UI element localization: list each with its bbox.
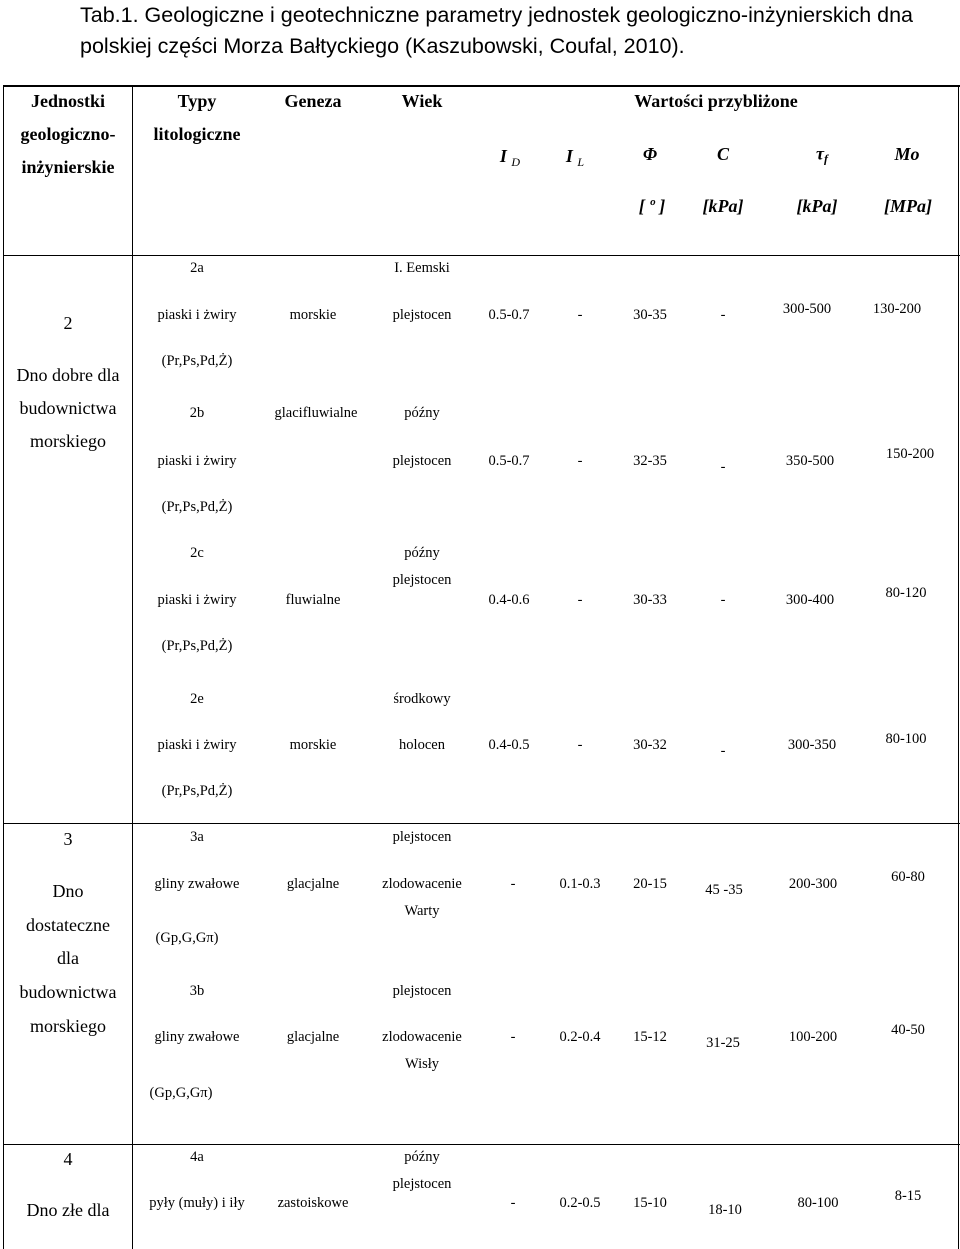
value-id: 0.5-0.7 xyxy=(488,307,530,323)
soil-symbols: (Gp,G,Gπ) xyxy=(155,930,219,946)
age-line: plejstocen xyxy=(392,453,452,469)
age-line: późny xyxy=(404,405,440,421)
value-tau: 200-300 xyxy=(788,876,838,892)
value-tau: 100-200 xyxy=(788,1029,838,1045)
age-line: późny xyxy=(404,545,440,561)
genesis: morskie xyxy=(289,307,337,323)
header-unit-tau: [kPa] xyxy=(796,196,838,216)
genesis: zastoiskowe xyxy=(277,1195,349,1211)
table-caption xyxy=(80,0,940,62)
value-il: 0.2-0.4 xyxy=(559,1029,601,1045)
value-phi: 32-35 xyxy=(633,453,667,469)
soil-type: piaski i żwiry xyxy=(157,592,237,608)
value-c: 45 -35 xyxy=(705,882,743,898)
header-units-line-3: inżynierskie xyxy=(21,157,115,177)
genesis: glacjalne xyxy=(286,876,340,892)
soil-symbols: (Pr,Ps,Pd,Ż) xyxy=(161,353,233,369)
value-c: 18-10 xyxy=(708,1202,742,1218)
unit-code: 4a xyxy=(190,1149,204,1165)
value-phi: 15-10 xyxy=(633,1195,667,1211)
age-line: zlodowacenie xyxy=(382,1029,462,1045)
group-label-line: Dno dobre dla xyxy=(16,365,120,385)
value-id: 0.4-0.6 xyxy=(488,592,530,608)
age-line: zlodowacenie xyxy=(382,876,462,892)
value-mo: 60-80 xyxy=(891,869,925,885)
value-mo: 40-50 xyxy=(891,1022,925,1038)
group-number: 4 xyxy=(63,1149,73,1169)
group-label-line: Dno xyxy=(52,881,84,901)
value-c: - xyxy=(720,743,726,759)
caption-line-1: Tab.1. Geologiczne i geotechniczne parametry jednostek geologiczno-inżynierskich dna xyxy=(80,3,914,27)
value-il: 0.2-0.5 xyxy=(559,1195,601,1211)
value-phi: 30-35 xyxy=(633,307,667,323)
value-mo: 80-120 xyxy=(885,585,927,601)
header-id: I $_D$ xyxy=(499,146,521,169)
header-types-line-1: Typy xyxy=(177,91,217,111)
group-number: 2 xyxy=(63,313,73,333)
header-units-line-2: geologiczno- xyxy=(20,124,116,144)
genesis: glacjalne xyxy=(286,1029,340,1045)
value-c: - xyxy=(720,459,726,475)
value-c: - xyxy=(720,592,726,608)
age-line: I. Eemski xyxy=(394,260,450,276)
header-phi: Φ xyxy=(642,144,658,164)
group-label-line: dla xyxy=(57,948,79,968)
age-line: późny xyxy=(404,1149,440,1165)
value-c: 31-25 xyxy=(706,1035,740,1051)
value-c: - xyxy=(720,307,726,323)
value-tau: 350-500 xyxy=(785,453,835,469)
soil-type: pyły (muły) i iły xyxy=(149,1195,245,1211)
genesis: glacifluwialne xyxy=(274,405,358,421)
value-id: 0.5-0.7 xyxy=(488,453,530,469)
group-label-line: morskiego xyxy=(30,431,106,451)
value-phi: 15-12 xyxy=(633,1029,667,1045)
soil-type: piaski i żwiry xyxy=(157,737,237,753)
soil-symbols: (Pr,Ps,Pd,Ż) xyxy=(161,499,233,515)
header-mo: Mo xyxy=(894,144,920,164)
age-line: holocen xyxy=(399,737,445,753)
age-line: plejstocen xyxy=(392,572,452,588)
age-line: plejstocen xyxy=(392,829,452,845)
group-number: 3 xyxy=(63,829,73,849)
caption-line-2: polskiej części Morza Bałtyckiego (Kaszubowski, Coufal, 2010). xyxy=(80,34,685,58)
value-phi: 30-32 xyxy=(633,737,667,753)
value-mo: 80-100 xyxy=(885,731,927,747)
soil-type: piaski i żwiry xyxy=(157,453,237,469)
header-unit-mo: [MPa] xyxy=(884,196,932,216)
soil-type: piaski i żwiry xyxy=(157,307,237,323)
value-mo: 130-200 xyxy=(872,301,922,317)
value-il: - xyxy=(577,307,583,323)
value-il: 0.1-0.3 xyxy=(559,876,601,892)
header-units-line-1: Jednostki xyxy=(30,91,106,111)
header-tau: $\tau_f$ xyxy=(816,143,828,166)
value-tau: 300-400 xyxy=(785,592,835,608)
header-types-line-2: litologiczne xyxy=(153,124,241,144)
soil-type: gliny zwałowe xyxy=(154,876,240,892)
value-tau: 300-350 xyxy=(787,737,837,753)
value-id: - xyxy=(510,1029,516,1045)
value-id: - xyxy=(510,876,516,892)
group-label-line: Dno złe dla xyxy=(26,1200,110,1220)
value-tau: 80-100 xyxy=(797,1195,839,1211)
unit-code: 2e xyxy=(190,691,204,707)
unit-code: 3a xyxy=(190,829,204,845)
genesis: morskie xyxy=(289,737,337,753)
soil-symbols: (Pr,Ps,Pd,Ż) xyxy=(161,783,233,799)
header-unit-c: [kPa] xyxy=(702,196,744,216)
value-phi: 30-33 xyxy=(633,592,667,608)
unit-code: 2a xyxy=(190,260,204,276)
unit-code: 2b xyxy=(189,405,205,421)
soil-symbols: (Pr,Ps,Pd,Ż) xyxy=(161,638,233,654)
age-line: Warty xyxy=(404,903,440,919)
header-genesis: Geneza xyxy=(284,91,342,111)
age-line: środkowy xyxy=(393,691,451,707)
header-c: C xyxy=(716,144,730,164)
genesis: fluwialne xyxy=(285,592,341,608)
value-phi: 20-15 xyxy=(633,876,667,892)
group-label-line: dostateczne xyxy=(26,915,110,935)
value-il: - xyxy=(577,453,583,469)
value-il: - xyxy=(577,737,583,753)
age-line: plejstocen xyxy=(392,1176,452,1192)
age-line: plejstocen xyxy=(392,983,452,999)
age-line: plejstocen xyxy=(392,307,452,323)
header-age: Wiek xyxy=(401,91,443,111)
group-label-line: budownictwa xyxy=(19,982,117,1002)
unit-code: 2c xyxy=(190,545,204,561)
soil-type: gliny zwałowe xyxy=(154,1029,240,1045)
value-il: - xyxy=(577,592,583,608)
value-mo: 150-200 xyxy=(885,446,935,462)
soil-symbols: (Gp,G,Gπ) xyxy=(149,1085,213,1101)
age-line: Wisły xyxy=(404,1056,440,1072)
header-il: I $_L$ xyxy=(565,146,585,169)
value-id: 0.4-0.5 xyxy=(488,737,530,753)
header-approx-values: Wartości przybliżone xyxy=(634,91,798,111)
value-tau: 300-500 xyxy=(782,301,832,317)
value-mo: 8-15 xyxy=(894,1188,922,1204)
value-id: - xyxy=(510,1195,516,1211)
group-label-line: budownictwa xyxy=(19,398,117,418)
header-unit-phi: [ º ] xyxy=(638,196,666,216)
group-label-line: morskiego xyxy=(30,1016,106,1036)
unit-code: 3b xyxy=(189,983,205,999)
